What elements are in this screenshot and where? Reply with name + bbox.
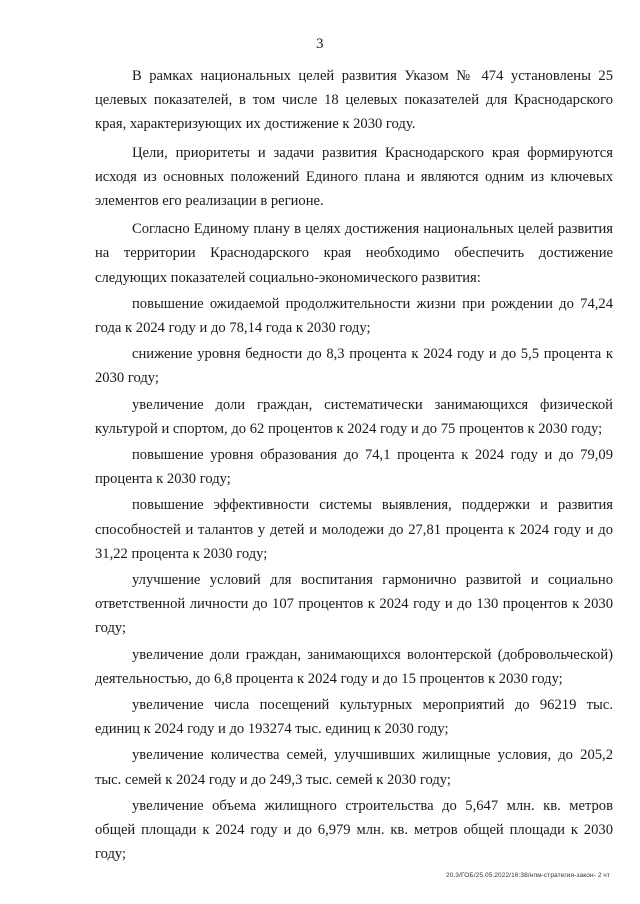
- indicator-item: увеличение доли граждан, систематически занимающихся физической культурой и спортом, до 62 процентов к 2024 году и до 75 процентов к 2030 году;: [95, 396, 613, 437]
- footer-file-reference: 20.3/ГОБ/25.05.2022/16:38/нпм-стратегия-закон- 2 чт: [446, 872, 610, 879]
- document-body: [95, 64, 613, 867]
- indicator-item: улучшение условий для воспитания гармонично развитой и социально ответственной личности до 107 процентов к 2024 году и до 130 процентов к 2030 году;: [95, 572, 613, 637]
- page-number: 3: [316, 36, 324, 52]
- paragraph: Цели, приоритеты и задачи развития Краснодарского края формируются исходя из основных положений Единого плана и являются одним из ключевых элементов его реализации в регионе.: [95, 144, 613, 210]
- indicator-item: снижение уровня бедности до 8,3 процента к 2024 году и до 5,5 процента к 2030 году;: [95, 346, 613, 387]
- indicator-item: повышение эффективности системы выявления, поддержки и развития способностей и талантов у детей и молодежи до 27,81 процента к 2024 году и до 31,22 процента к 2030 году;: [95, 497, 613, 562]
- indicator-item: увеличение доли граждан, занимающихся волонтерской (добровольческой) деятельностью, до 6,8 процента к 2024 году и до 15 процентов к 2030 году;: [95, 646, 613, 687]
- paragraph: Согласно Единому плану в целях достижения национальных целей развития на территории Краснодарского края необходимо обеспечить достижение следующих показателей социально-экономического развития:: [95, 221, 613, 286]
- indicator-item: увеличение объема жилищного строительства до 5,647 млн. кв. метров общей площади к 2024 году и до 6,979 млн. кв. метров общей площади к 2030 году;: [95, 797, 613, 863]
- paragraph: В рамках национальных целей развития Указом № 474 установлены 25 целевых показателей, в том числе 18 целевых показателей для Краснодарского края, характеризующих их достижение к 2030 году.: [95, 68, 613, 133]
- indicator-item: повышение ожидаемой продолжительности жизни при рождении до 74,24 года к 2024 году и до 78,14 года к 2030 году;: [95, 295, 613, 337]
- indicator-item: увеличение числа посещений культурных мероприятий до 96219 тыс. единиц к 2024 году и до 193274 тыс. единиц к 2030 году;: [95, 697, 613, 738]
- indicator-item: повышение уровня образования до 74,1 процента к 2024 году и до 79,09 процента к 2030 году;: [95, 447, 613, 488]
- indicator-item: увеличение количества семей, улучшивших жилищные условия, до 205,2 тыс. семей к 2024 году и до 249,3 тыс. семей к 2030 году;: [95, 747, 613, 788]
